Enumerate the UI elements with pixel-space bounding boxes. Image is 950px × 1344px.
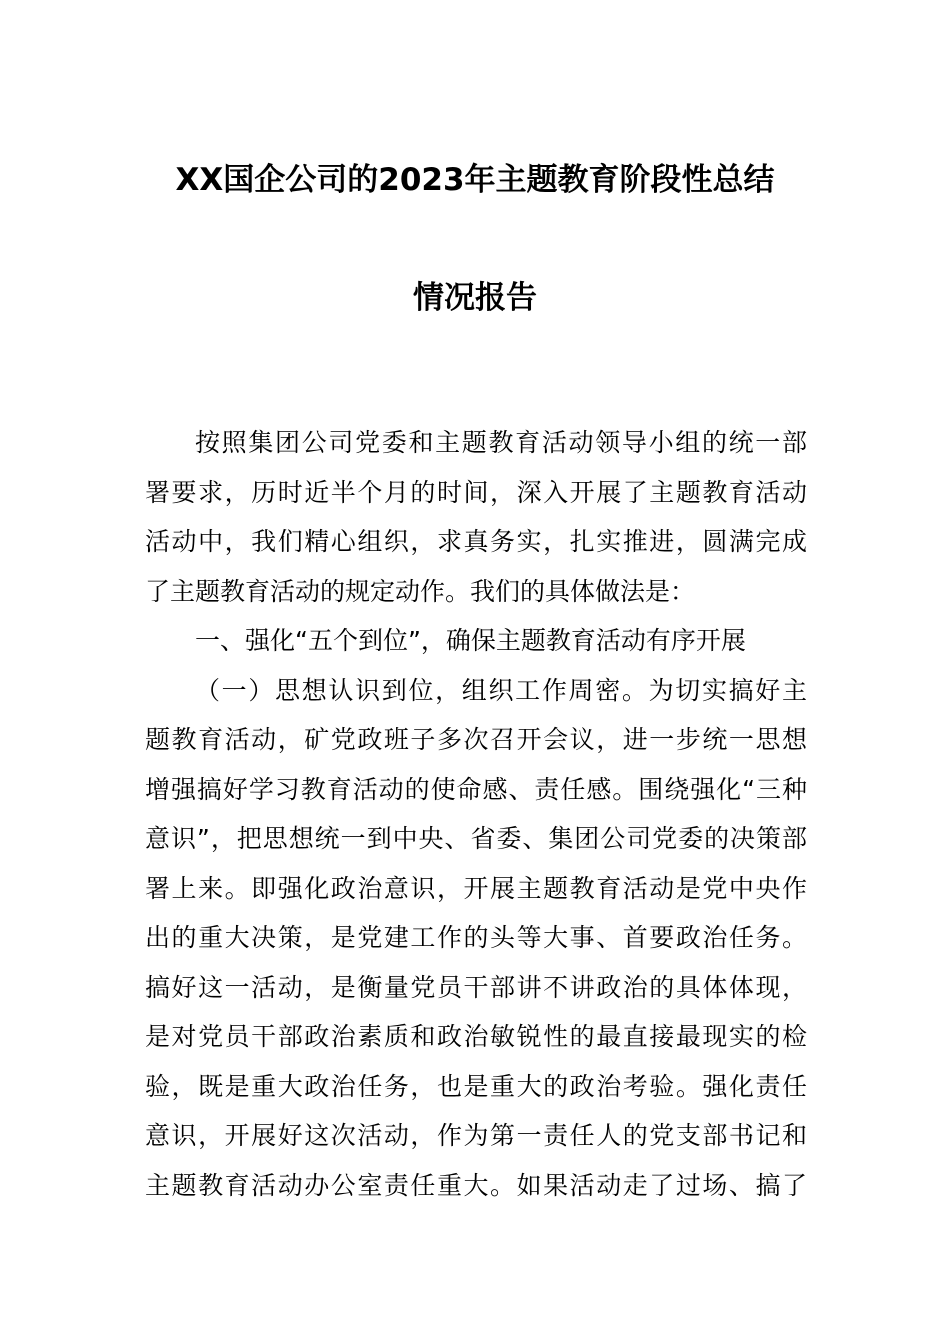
body-line: 验，既是重大政治任务，也是重大的政治考验。强化责任: [145, 1071, 807, 1101]
body-line: 意识，开展好这次活动，作为第一责任人的党支部书记和: [145, 1121, 807, 1150]
body-line: 增强搞好学习教育活动的使命感、责任感。围绕强化“三种: [145, 774, 807, 804]
body-line: 搞好这一活动，是衡量党员干部讲不讲政治的具体体现，: [145, 972, 807, 1002]
section-heading: 一、强化“五个到位”，确保主题教育活动有序开展: [195, 626, 746, 655]
body-line: （一）思想认识到位，组织工作周密。为切实搞好主: [195, 675, 807, 705]
body-line: 题教育活动，矿党政班子多次召开会议，进一步统一思想: [145, 725, 807, 754]
document-title-line-1: XX国企公司的2023年主题教育阶段性总结: [175, 162, 775, 198]
body-line: 按照集团公司党委和主题教育活动领导小组的统一部: [195, 428, 807, 457]
body-line: 活动中，我们精心组织，求真务实，扎实推进，圆满完成: [145, 527, 807, 556]
document-body: [145, 418, 807, 1210]
body-line: 是对党员干部政治素质和政治敏锐性的最直接最现实的检: [145, 1022, 807, 1051]
document-title-line-2: 情况报告: [413, 280, 537, 316]
body-line: 署上来。即强化政治意识，开展主题教育活动是党中央作: [145, 873, 807, 903]
body-line: 署要求，历时近半个月的时间，深入开展了主题教育活动: [145, 477, 807, 507]
body-line: 意识”，把思想统一到中央、省委、集团公司党委的决策部: [145, 824, 807, 853]
body-line: 了主题教育活动的规定动作。我们的具体做法是：: [145, 576, 696, 606]
body-line: 主题教育活动办公室责任重大。如果活动走了过场、搞了: [145, 1170, 807, 1200]
body-line: 出的重大决策，是党建工作的头等大事、首要政治任务。: [145, 923, 807, 952]
